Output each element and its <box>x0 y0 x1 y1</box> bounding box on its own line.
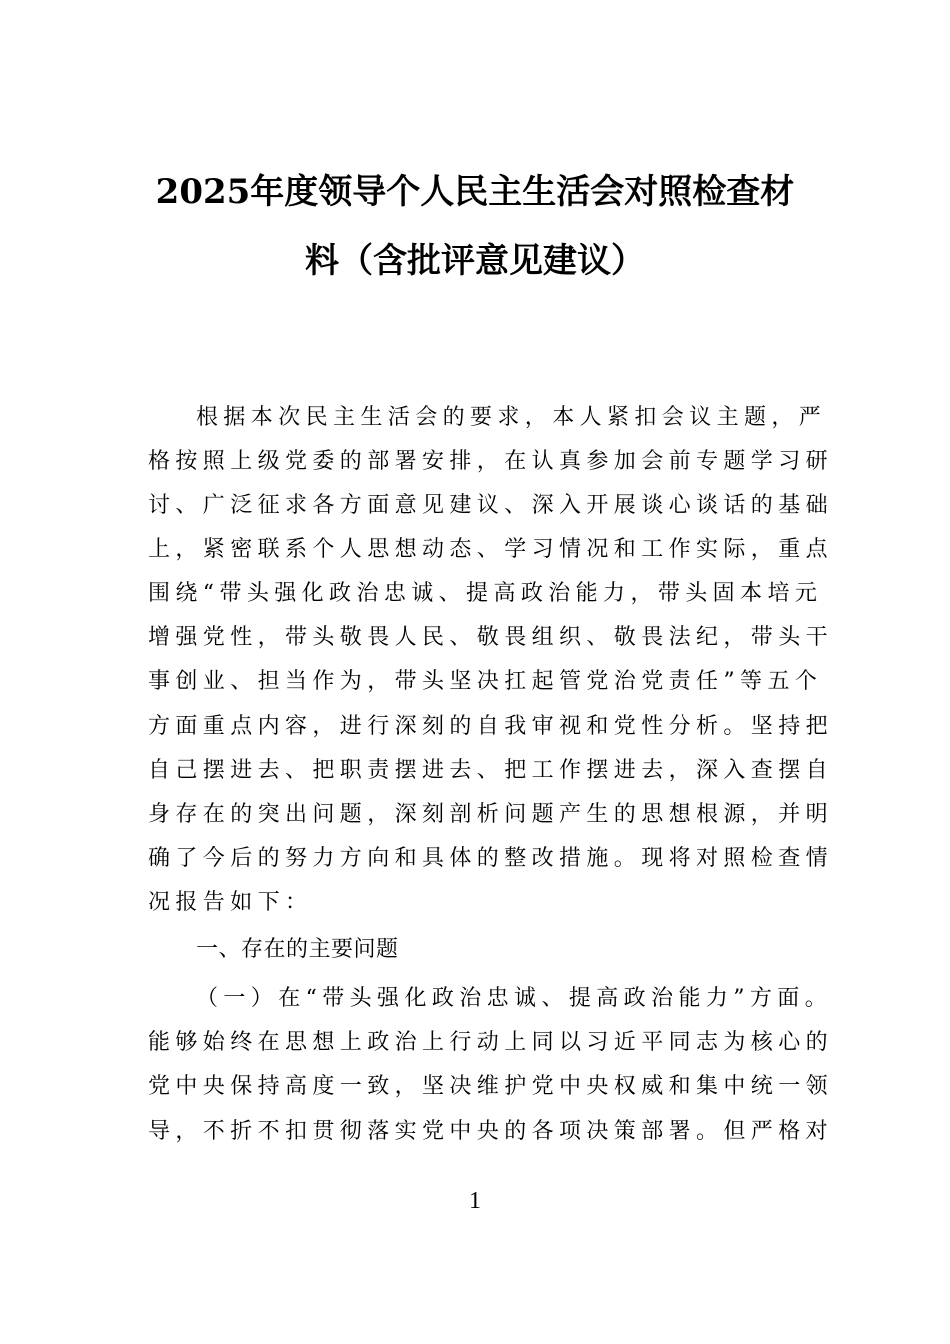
section-heading: 一、存在的主要问题 <box>196 937 399 962</box>
paragraph-line: 况报告如下： <box>148 890 313 915</box>
document-title-line-1: 2025年度领导个人民主生活会对照检查材 <box>155 172 795 212</box>
paragraph-line: 增强党性，带头敬畏人民、敬畏组织、敬畏法纪，带头干 <box>148 625 834 650</box>
document-title-line-2: 料（含批评意见建议） <box>305 241 645 281</box>
paragraph-line: 导，不折不扣贯彻落实党中央的各项决策部署。但严格对 <box>148 1119 834 1144</box>
paragraph-line: 围绕“带头强化政治忠诚、提高政治能力，带头固本培元 <box>148 581 823 606</box>
paragraph-line: 上，紧密联系个人思想动态、学习情况和工作实际，重点 <box>148 537 834 562</box>
paragraph-line: 党中央保持高度一致，坚决维护党中央权威和集中统一领 <box>148 1074 834 1099</box>
paragraph-line: 讨、广泛征求各方面意见建议、深入开展谈心谈话的基础 <box>148 493 834 518</box>
paragraph-line: 根据本次民主生活会的要求，本人紧扣会议主题，严 <box>196 405 827 430</box>
paragraph-line: 格按照上级党委的部署安排，在认真参加会前专题学习研 <box>148 449 834 474</box>
paragraph-line: 身存在的突出问题，深刻剖析问题产生的思想根源，并明 <box>148 802 834 827</box>
paragraph-line: 事创业、担当作为，带头坚决扛起管党治党责任”等五个 <box>148 669 823 694</box>
subsection-heading-line: （一）在“带头强化政治忠诚、提高政治能力”方面。 <box>196 986 833 1011</box>
page-number: 1 <box>469 1188 481 1214</box>
paragraph-line: 确了今后的努力方向和具体的整改措施。现将对照检查情 <box>148 846 834 871</box>
paragraph-line: 方面重点内容，进行深刻的自我审视和党性分析。坚持把 <box>148 714 834 739</box>
paragraph-line: 自己摆进去、把职责摆进去、把工作摆进去，深入查摆自 <box>148 758 834 783</box>
paragraph-line: 能够始终在思想上政治上行动上同以习近平同志为核心的 <box>148 1030 834 1055</box>
